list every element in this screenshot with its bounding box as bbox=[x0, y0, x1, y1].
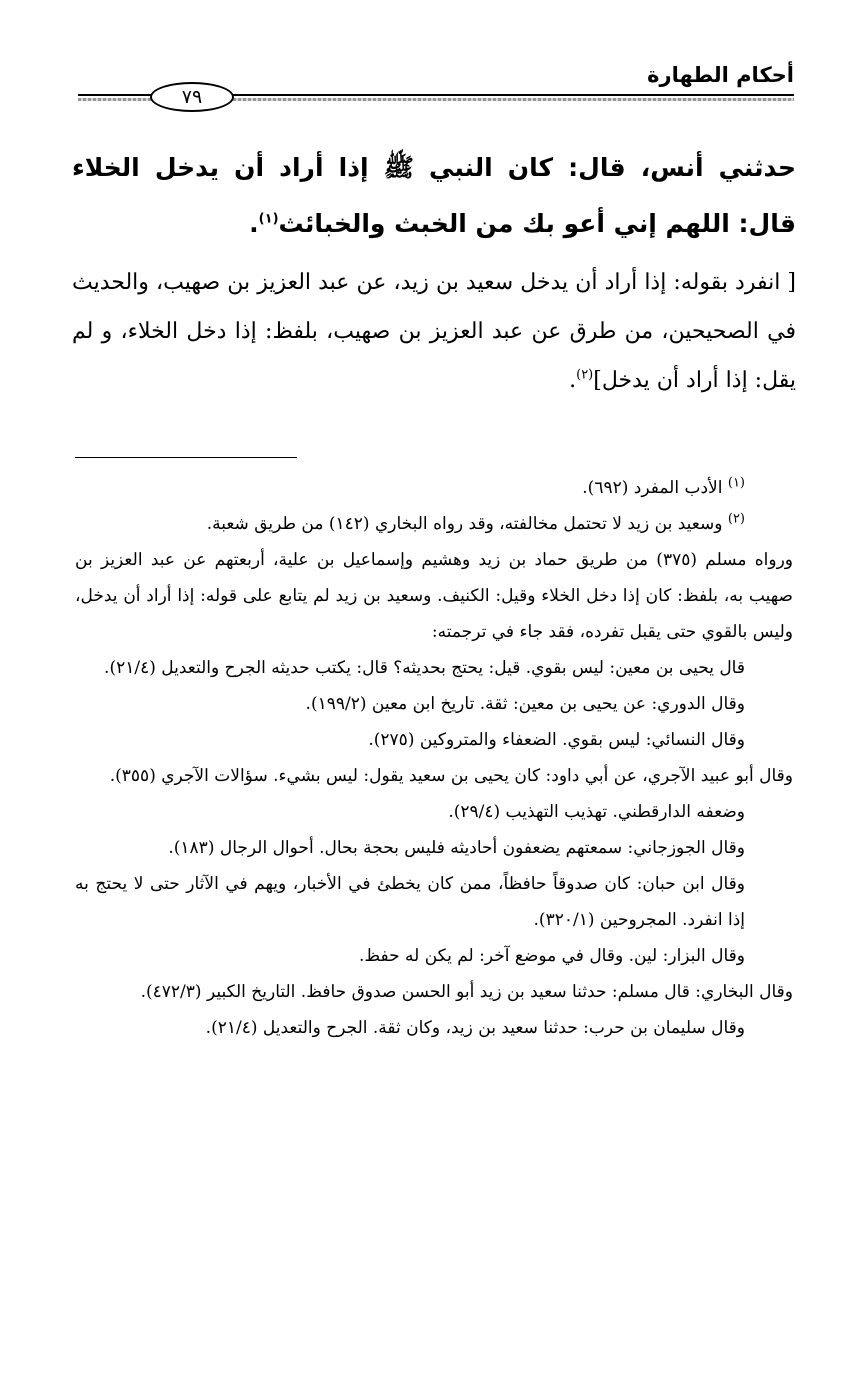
footnote-paragraph bbox=[75, 758, 793, 794]
footnote-citation: الكبير (٤٧٢/٣). bbox=[140, 982, 246, 1002]
footnote-citation: (٢١/٤). bbox=[104, 658, 156, 678]
footnote-text: قال يحيى بن معين: ليس بقوي. قيل: يحتج بحديثه؟ قال: يكتب حديثه الجرح والتعديل bbox=[161, 658, 745, 678]
comment-end: . bbox=[569, 368, 577, 393]
footnote-separator bbox=[75, 457, 297, 458]
footnote-paragraph bbox=[75, 974, 793, 1010]
footnote-paragraph: وضعفه الدارقطني. تهذيب التهذيب (٢٩/٤). bbox=[448, 802, 745, 822]
footnote-paragraph: وقال الدوري: عن يحيى بن معين: ثقة. تاريخ ابن معين (١٩٩/٢). bbox=[305, 694, 745, 714]
hadith-line-1: حدثني أنس، قال: كان النبي ﷺ إذا أراد أن يدخل الخلاء قال: bbox=[72, 153, 796, 238]
footnote-paragraph bbox=[75, 866, 793, 938]
author-comment bbox=[72, 258, 796, 405]
footnote-text: الأدب المفرد (٦٩٢). bbox=[582, 478, 723, 498]
footnote-marker: (١) bbox=[727, 475, 745, 491]
page-header bbox=[78, 62, 794, 106]
footnote-text: وقال أبو عبيد الآجري، عن أبي داود: كان يحيى بن سعيد يقول: ليس بشيء. bbox=[273, 766, 793, 786]
footnotes bbox=[75, 470, 793, 1046]
footnote-text: لا يحتج به إذا انفرد. المجروحين (٣٢٠/١). bbox=[75, 874, 745, 930]
comment-text: [ انفرد بقوله: إذا أراد أن يدخل سعيد بن زيد، عن عبد العزيز بن صهيب، والحديث في الصحيحين، من طرق عن عبد العزيز بن صهيب، بلفظ: إذا دخل الخلاء، و لم يقل: إذا أراد أن يدخل] bbox=[72, 270, 796, 393]
footnote-paragraph: وقال النسائي: ليس بقوي. الضعفاء والمتروكين (٢٧٥). bbox=[368, 730, 745, 750]
footnote-marker: (٢) bbox=[727, 511, 745, 527]
footnote-ref-1[interactable]: (١) bbox=[258, 211, 279, 227]
footnote-text: وسعيد بن زيد لا تحتمل مخالفته، وقد رواه البخاري (١٤٢) من طريق شعبة. bbox=[206, 514, 723, 534]
footnote-paragraph: وقال الجوزجاني: سمعتهم يضعفون أحاديثه فليس بحجة بحال. أحوال الرجال (١٨٣). bbox=[168, 838, 745, 858]
footnote-text: وقال البخاري: قال مسلم: حدثنا سعيد بن زيد أبو الحسن صدوق حافظ. التاريخ bbox=[251, 982, 793, 1002]
footnote-1 bbox=[75, 470, 793, 506]
page-number: ٧٩ bbox=[150, 82, 234, 112]
footnote-paragraph: ورواه مسلم (٣٧٥) من طريق حماد بن زيد وهشيم وإسماعيل بن علية، أربعتهم عن عبد العزيز بن صهيب به، بلفظ: كان إذا دخل الخلاء وقيل: الكنيف. وسعيد بن زيد لم يتابع على قوله: إذا أراد أن يدخل، وليس بالقوي حتى يقبل تفرده، فقد جاء في ترجمته: bbox=[75, 550, 793, 642]
footnote-paragraph bbox=[75, 650, 793, 686]
footnote-2 bbox=[75, 506, 793, 542]
footnote-paragraph: وقال البزار: لين. وقال في موضع آخر: لم يكن له حفظ. bbox=[358, 946, 745, 966]
hadith-line-2: اللهم إني أعو بك من الخبث والخبائث bbox=[278, 209, 730, 238]
footnote-citation: سؤالات الآجري (٣٥٥). bbox=[109, 766, 268, 786]
footnote-text: وقال ابن حبان: كان صدوقاً حافظاً، ممن كان يخطئ في الأخبار، ويهم في الآثار حتى bbox=[149, 874, 746, 894]
footnote-paragraph: وقال سليمان بن حرب: حدثنا سعيد بن زيد، وكان ثقة. الجرح والتعديل (٢١/٤). bbox=[205, 1018, 745, 1038]
hadith-text bbox=[72, 140, 796, 252]
book-title: أحكام الطهارة bbox=[647, 63, 794, 87]
hadith-end: . bbox=[249, 209, 259, 238]
footnote-ref-2[interactable]: (٢) bbox=[576, 367, 594, 383]
